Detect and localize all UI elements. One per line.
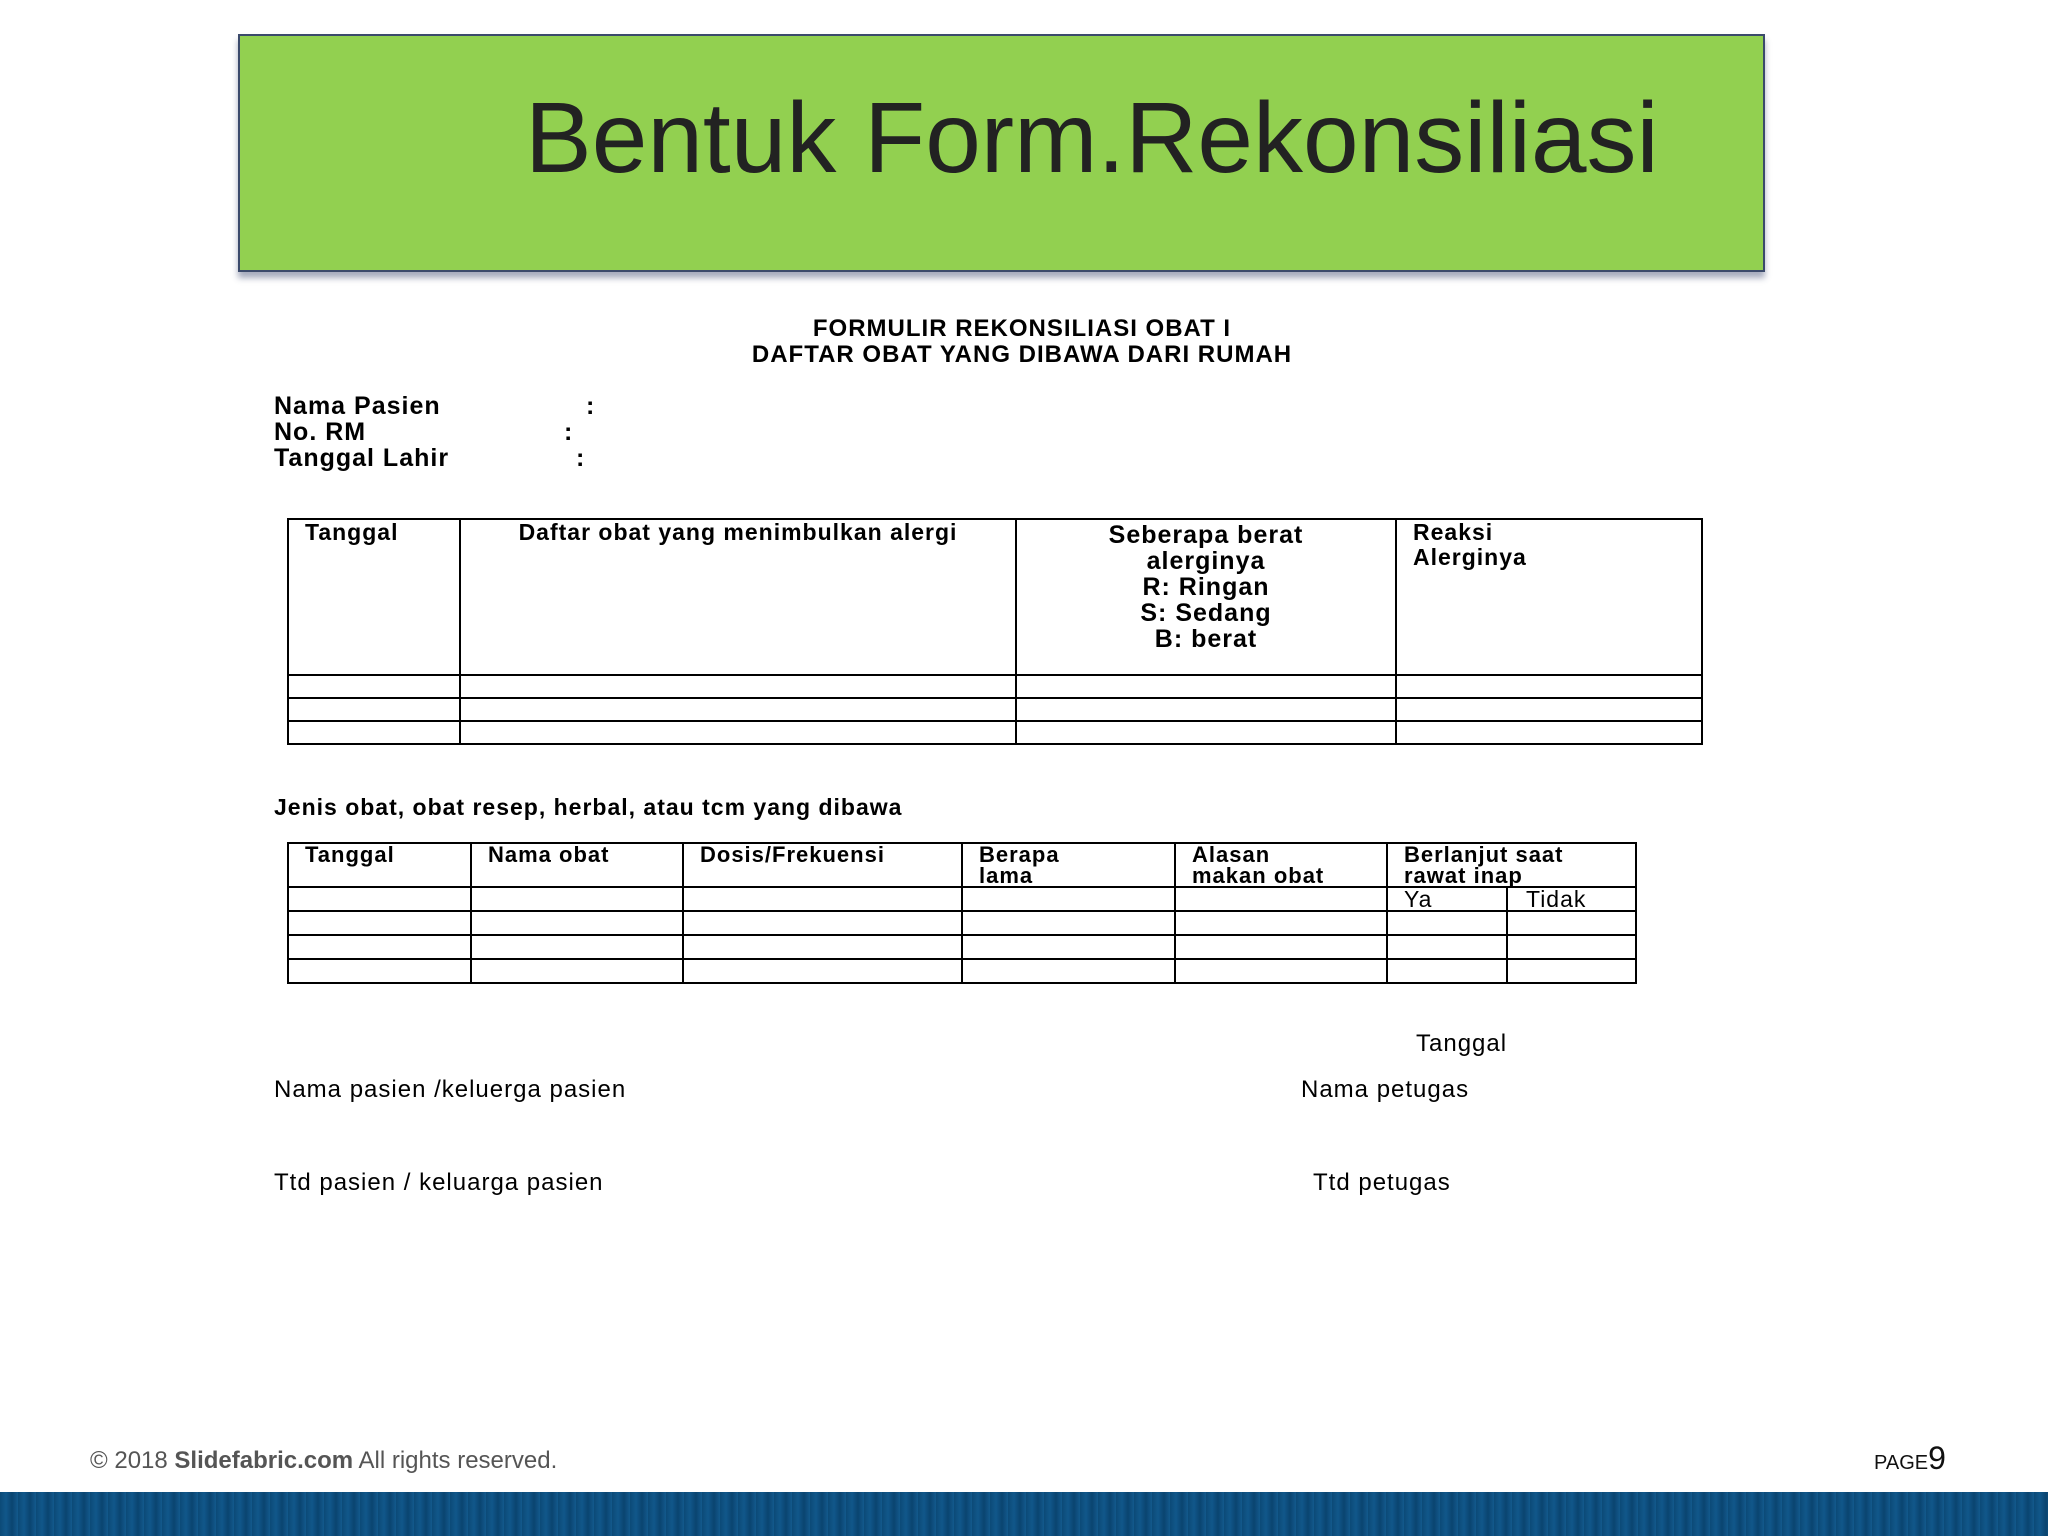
table-cell[interactable]: [962, 935, 1175, 959]
reason-line: makan obat: [1192, 863, 1325, 888]
copyright-suffix: All rights reserved.: [353, 1447, 558, 1474]
table-cell[interactable]: [471, 935, 683, 959]
table-cell[interactable]: [683, 959, 962, 983]
table-row: [288, 698, 1702, 721]
table-cell[interactable]: [683, 887, 962, 911]
table-cell[interactable]: [1396, 675, 1702, 698]
allergy-header-drug: Daftar obat yang menimbulkan alergi: [460, 519, 1016, 675]
severity-line: alerginya: [1146, 547, 1266, 575]
table-cell[interactable]: [288, 935, 471, 959]
table-row: [288, 675, 1702, 698]
table-cell[interactable]: [288, 698, 460, 721]
patient-fields: [274, 392, 596, 472]
table-cell[interactable]: [683, 911, 962, 935]
footer-bar: [0, 1492, 2048, 1536]
subheader-no: Tidak: [1507, 887, 1636, 911]
table-cell[interactable]: [1016, 698, 1396, 721]
allergy-header-date: Tanggal: [288, 519, 460, 675]
medication-header-drug-name: Nama obat: [471, 843, 683, 887]
table-cell[interactable]: [1016, 675, 1396, 698]
continue-line: Berlanjut saat: [1404, 842, 1564, 867]
birth-date-colon: :: [576, 444, 586, 472]
medication-subheader-row: [288, 887, 1636, 911]
table-cell[interactable]: [1507, 959, 1636, 983]
copyright-prefix: © 2018: [90, 1447, 175, 1474]
medication-table: [287, 842, 1637, 984]
allergy-header-severity: [1016, 519, 1396, 675]
allergy-header-reaction: [1396, 519, 1702, 675]
medication-header-continue: [1387, 843, 1636, 887]
severity-line: B: berat: [1154, 625, 1258, 653]
record-number-colon: :: [564, 418, 574, 446]
severity-line: S: Sedang: [1140, 599, 1272, 627]
table-cell[interactable]: [288, 911, 471, 935]
subheader-yes: Ya: [1387, 887, 1507, 911]
table-cell[interactable]: [683, 935, 962, 959]
table-row: [288, 959, 1636, 983]
medication-header-dose: Dosis/Frekuensi: [683, 843, 962, 887]
table-cell[interactable]: [1175, 959, 1387, 983]
medication-header-reason: [1175, 843, 1387, 887]
footer-copyright: [90, 1447, 557, 1475]
form-heading-line2: DAFTAR OBAT YANG DIBAWA DARI RUMAH: [751, 341, 1293, 368]
copyright-brand: Slidefabric.com: [174, 1447, 354, 1474]
table-cell[interactable]: [460, 698, 1016, 721]
form-heading-line1: FORMULIR REKONSILIASI OBAT I: [812, 315, 1232, 342]
record-number-row: [274, 418, 574, 446]
table-cell[interactable]: [460, 675, 1016, 698]
table-cell[interactable]: [1016, 721, 1396, 744]
birth-date-label: Tanggal Lahir: [274, 444, 450, 472]
medication-table-header: [288, 843, 1636, 887]
medication-header-date: Tanggal: [288, 843, 471, 887]
table-cell[interactable]: [1175, 935, 1387, 959]
table-cell[interactable]: [288, 721, 460, 744]
page-number: 9: [1928, 1440, 1946, 1476]
patient-name-row: [274, 392, 596, 420]
table-cell[interactable]: [1387, 911, 1507, 935]
table-cell[interactable]: [1175, 887, 1387, 911]
patient-name-colon: :: [586, 392, 596, 420]
allergy-table: [287, 518, 1703, 745]
table-cell[interactable]: [471, 911, 683, 935]
table-cell[interactable]: [471, 959, 683, 983]
table-cell[interactable]: [288, 959, 471, 983]
table-row: [288, 721, 1702, 744]
table-row: [288, 935, 1636, 959]
table-cell[interactable]: [460, 721, 1016, 744]
table-cell[interactable]: [1507, 935, 1636, 959]
table-cell[interactable]: [1507, 911, 1636, 935]
reason-line: Alasan: [1192, 842, 1271, 867]
table-cell[interactable]: [288, 675, 460, 698]
table-cell[interactable]: [962, 959, 1175, 983]
birth-date-row: [274, 444, 586, 472]
table-row: [288, 911, 1636, 935]
table-cell[interactable]: [471, 887, 683, 911]
patient-name-sign-label: Nama pasien /keluerga pasien: [274, 1076, 627, 1103]
table-cell[interactable]: [1396, 698, 1702, 721]
signature-date-label: Tanggal: [1416, 1030, 1508, 1057]
table-cell[interactable]: [1175, 911, 1387, 935]
patient-name-label: Nama Pasien: [274, 392, 441, 420]
severity-line: R: Ringan: [1142, 573, 1270, 601]
page-indicator: [1874, 1440, 1946, 1477]
medication-header-duration: [962, 843, 1175, 887]
duration-line: Berapa: [979, 842, 1060, 867]
allergy-table-header: [288, 519, 1702, 675]
reaction-line: Reaksi: [1413, 519, 1494, 545]
officer-name-label: Nama petugas: [1301, 1076, 1470, 1103]
officer-sign-label: Ttd petugas: [1313, 1169, 1451, 1196]
patient-sign-label: Ttd pasien / keluarga pasien: [274, 1169, 604, 1196]
medication-section-label: Jenis obat, obat resep, herbal, atau tcm yang dibawa: [274, 794, 903, 820]
table-cell[interactable]: [962, 887, 1175, 911]
page-label: PAGE: [1874, 1452, 1929, 1474]
reaction-line: Alerginya: [1413, 544, 1527, 570]
continue-line: rawat inap: [1404, 863, 1523, 888]
table-cell[interactable]: [1396, 721, 1702, 744]
table-cell[interactable]: [1387, 935, 1507, 959]
slide-title: Bentuk Form.Rekonsiliasi: [525, 82, 1659, 194]
table-cell[interactable]: [962, 911, 1175, 935]
severity-line: Seberapa berat: [1108, 521, 1304, 549]
record-number-label: No. RM: [274, 418, 367, 446]
duration-line: lama: [979, 863, 1034, 888]
table-cell[interactable]: [1387, 959, 1507, 983]
table-cell[interactable]: [288, 887, 471, 911]
